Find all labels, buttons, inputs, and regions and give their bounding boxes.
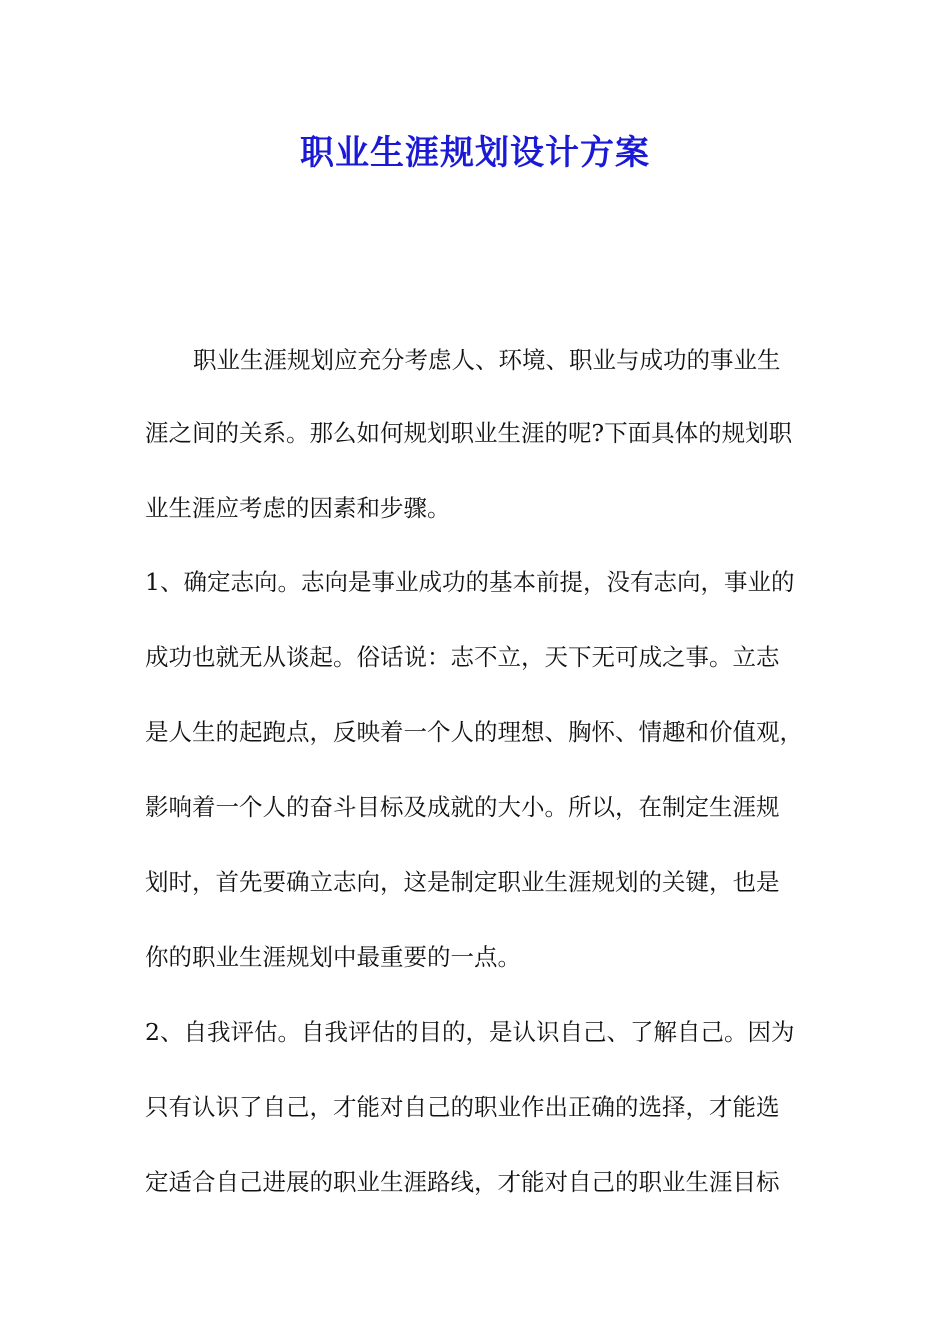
paragraph-line: 2、自我评估。自我评估的目的，是认识自己、了解自己。因为 [145, 1018, 795, 1046]
paragraph-line: 定适合自己进展的职业生涯路线，才能对自己的职业生涯目标 [145, 1168, 780, 1196]
paragraph-line: 影响着一个人的奋斗目标及成就的大小。所以，在制定生涯规 [145, 793, 780, 821]
paragraph-line: 是人生的起跑点，反映着一个人的理想、胸怀、情趣和价值观， [145, 718, 803, 746]
paragraph-line: 划时，首先要确立志向，这是制定职业生涯规划的关键，也是 [145, 868, 780, 896]
document-title: 职业生涯规划设计方案 [300, 133, 650, 173]
paragraph-line: 职业生涯规划应充分考虑人、环境、职业与成功的事业生 [193, 346, 781, 374]
paragraph-line: 只有认识了自己，才能对自己的职业作出正确的选择，才能选 [145, 1093, 780, 1121]
paragraph-line: 业生涯应考虑的因素和步骤。 [145, 494, 451, 522]
paragraph-line: 涯之间的关系。那么如何规划职业生涯的呢?下面具体的规划职 [145, 419, 793, 447]
paragraph-line: 你的职业生涯规划中最重要的一点。 [145, 943, 521, 971]
paragraph-line: 成功也就无从谈起。俗话说：志不立，天下无可成之事。立志 [145, 643, 780, 671]
paragraph-line: 1、确定志向。志向是事业成功的基本前提，没有志向，事业的 [145, 568, 795, 596]
